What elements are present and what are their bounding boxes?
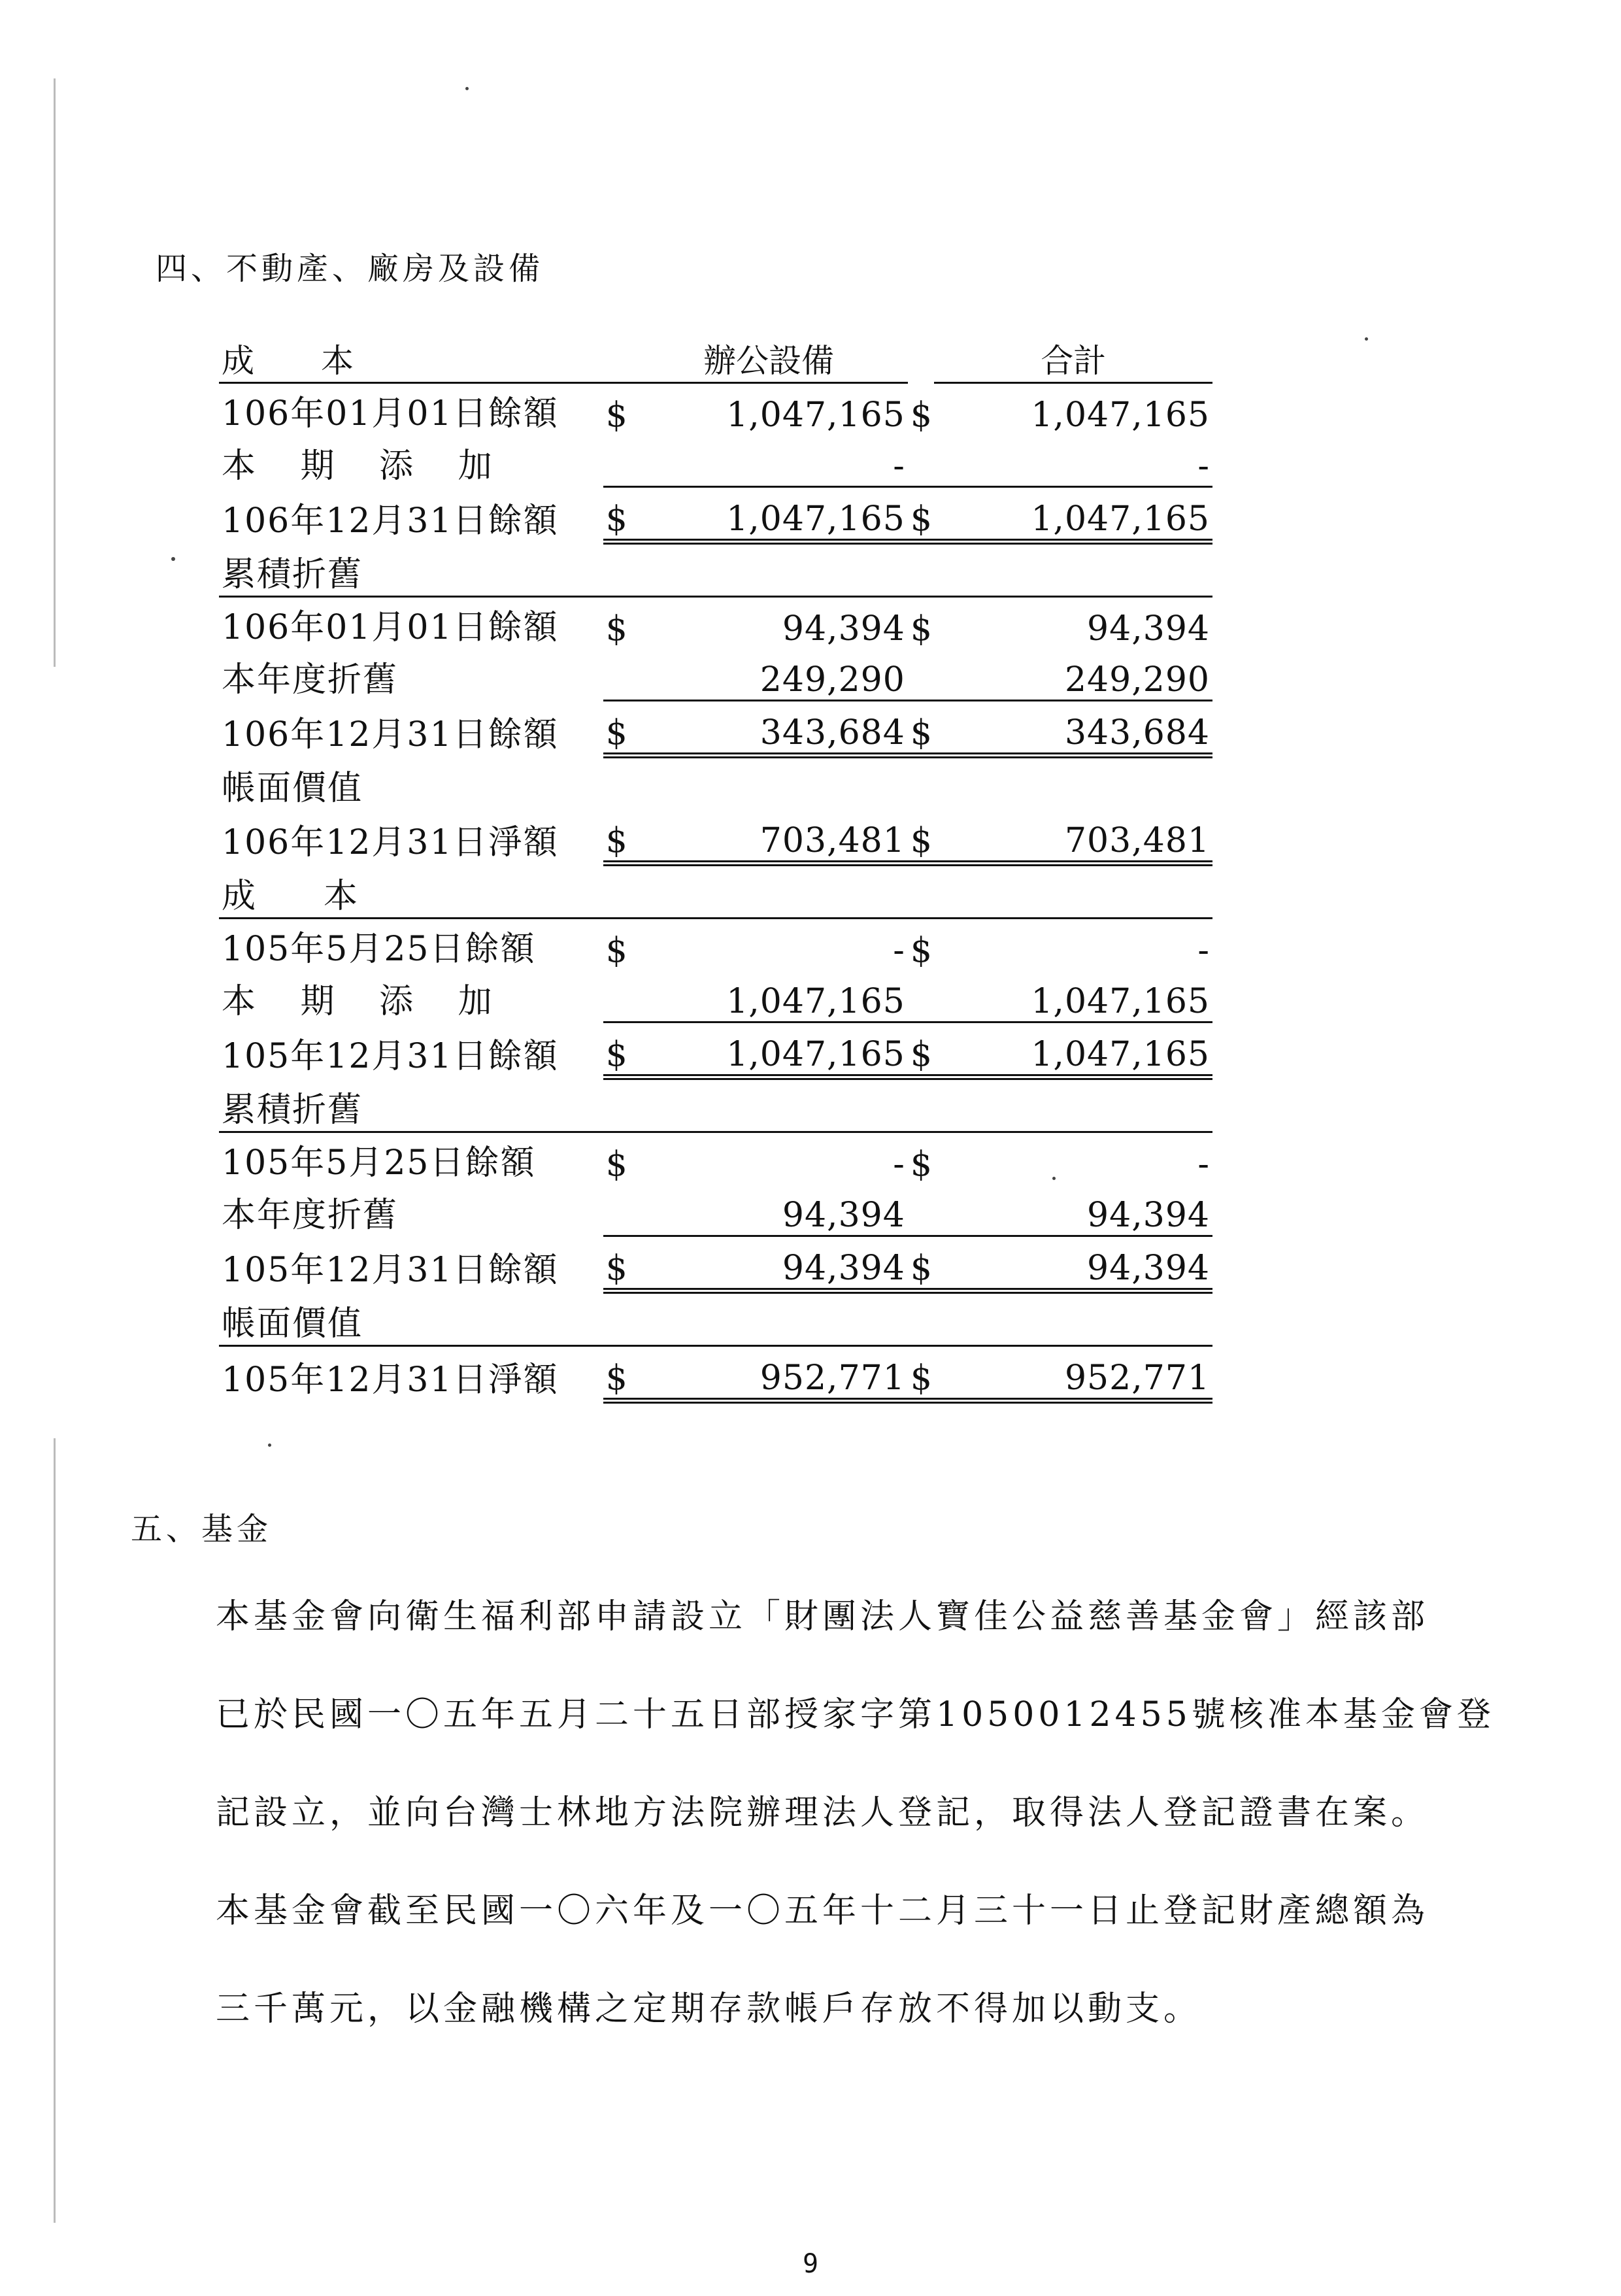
dollar-sign (603, 542, 630, 597)
dollar-sign (603, 1184, 630, 1236)
dollar-sign (908, 1077, 935, 1132)
office-equipment-amount: 703,481 (629, 809, 908, 864)
row-label: 帳面價值 (222, 769, 363, 808)
dollar-sign (603, 649, 630, 701)
dollar-sign (603, 756, 630, 810)
office-equipment-amount (629, 1077, 908, 1132)
dollar-sign (908, 970, 935, 1022)
scan-speck (1052, 1177, 1056, 1180)
dollar-sign (908, 756, 935, 810)
row-label: 本年度折舊 (222, 1195, 399, 1235)
office-equipment-amount: 343,684 (629, 701, 908, 756)
dollar-sign: $ (603, 1022, 630, 1077)
office-equipment-amount: 1,047,165 (629, 487, 908, 542)
dollar-sign: $ (908, 1022, 935, 1077)
row-label: 本 期 添 加 (222, 446, 509, 486)
fund-paragraph (216, 1589, 1495, 2079)
office-equipment-amount (629, 542, 908, 597)
office-equipment-amount: 952,771 (629, 1346, 908, 1401)
dollar-sign: $ (910, 609, 932, 649)
dollar-sign: $ (908, 1236, 935, 1291)
table-row (219, 1291, 1212, 1346)
header-total: 合計 (934, 319, 1212, 383)
paragraph-line: 本基金會向衛生福利部申請設立「財團法人寶佳公益慈善基金會」經該部 (216, 1597, 1429, 1636)
total-amount: - (1197, 1145, 1210, 1184)
scan-speck (465, 87, 469, 90)
total-amount (934, 864, 1212, 919)
row-label: 帳面價值 (219, 1291, 603, 1346)
table-row (219, 597, 1212, 649)
dollar-sign: $ (908, 809, 935, 864)
row-label: 106年12月31日餘額 (222, 501, 559, 541)
total-amount: 94,394 (934, 1184, 1212, 1236)
dollar-sign: $ (908, 1346, 935, 1401)
table-header-row (219, 319, 1212, 383)
row-label: 106年12月31日餘額 (222, 715, 559, 754)
table-row (219, 487, 1212, 542)
dollar-sign: $ (605, 931, 627, 970)
total-amount: 1,047,165 (934, 970, 1212, 1022)
table-row (219, 1132, 1212, 1185)
section-title-ppe: 四、不動產、廠房及設備 (156, 250, 544, 287)
office-equipment-amount: 249,290 (629, 649, 908, 701)
total-amount: 1,047,165 (1031, 396, 1210, 435)
total-amount: 1,047,165 (934, 487, 1212, 542)
dollar-sign: $ (910, 931, 932, 970)
dollar-sign: $ (910, 1145, 932, 1184)
dollar-sign (603, 864, 630, 919)
header-cost-label: 成 本 (219, 319, 603, 383)
row-label: 105年5月25日餘額 (222, 930, 536, 969)
total-amount (934, 1077, 1212, 1132)
office-equipment-amount: - (893, 931, 905, 970)
office-equipment-amount: 1,047,165 (629, 970, 908, 1022)
table-row (219, 435, 1212, 487)
dollar-sign: $ (603, 1236, 630, 1291)
table-row (219, 701, 1212, 756)
table-row (219, 1022, 1212, 1077)
dollar-sign (603, 970, 630, 1022)
office-equipment-amount (629, 1291, 908, 1346)
table-row (219, 756, 1212, 810)
office-equipment-amount: - (629, 435, 908, 487)
table-row (219, 542, 1212, 597)
row-label: 106年12月31日淨額 (222, 822, 559, 862)
table-row (219, 1346, 1212, 1401)
dollar-sign: $ (605, 396, 627, 435)
paragraph-line: 三千萬元，以金融機構之定期存款帳戶存放不得加以動支。 (216, 1989, 1202, 2029)
table-row (219, 649, 1212, 701)
row-label: 105年12月31日餘額 (222, 1036, 559, 1076)
dollar-sign (603, 1077, 630, 1132)
scan-speck (1365, 337, 1368, 341)
office-equipment-amount: 94,394 (629, 1236, 908, 1291)
office-equipment-amount: 1,047,165 (726, 396, 905, 435)
dollar-sign (908, 1291, 935, 1346)
dollar-sign: $ (603, 487, 630, 542)
office-equipment-amount: 94,394 (629, 1184, 908, 1236)
total-amount: 1,047,165 (934, 1022, 1212, 1077)
paragraph-line: 已於民國一〇五年五月二十五日部授家字第1050012455號核准本基金會登 (216, 1695, 1495, 1734)
dollar-sign: $ (603, 809, 630, 864)
scan-speck (171, 557, 175, 561)
row-label: 105年12月31日餘額 (222, 1250, 559, 1290)
total-amount: - (1197, 931, 1210, 970)
dollar-sign (908, 1184, 935, 1236)
header-office-equipment: 辦公設備 (629, 319, 908, 383)
office-equipment-amount: - (893, 1145, 905, 1184)
total-amount: 952,771 (934, 1346, 1212, 1401)
row-label: 105年5月25日餘額 (222, 1143, 536, 1183)
row-label: 累積折舊 (219, 542, 603, 597)
dollar-sign: $ (603, 701, 630, 756)
row-label: 本年度折舊 (222, 660, 399, 700)
total-amount (934, 542, 1212, 597)
scan-edge-line (54, 78, 56, 667)
table-row (219, 864, 1212, 919)
table-row (219, 919, 1212, 971)
row-label: 成 本 (219, 864, 603, 919)
dollar-sign (603, 1291, 630, 1346)
total-amount: - (934, 435, 1212, 487)
dollar-sign: $ (908, 487, 935, 542)
table-row (219, 809, 1212, 864)
office-equipment-amount: 1,047,165 (629, 1022, 908, 1077)
scan-edge-line (54, 1438, 56, 2223)
dollar-sign: $ (603, 1346, 630, 1401)
dollar-sign: $ (908, 701, 935, 756)
section-title-fund: 五、基金 (131, 1511, 273, 1547)
table-row (219, 1077, 1212, 1132)
total-amount: 94,394 (934, 1236, 1212, 1291)
page-number: 9 (802, 2249, 819, 2279)
dollar-sign: $ (910, 396, 932, 435)
total-amount: 343,684 (934, 701, 1212, 756)
table-row (219, 970, 1212, 1022)
dollar-sign (908, 864, 935, 919)
row-label: 105年12月31日淨額 (222, 1360, 559, 1400)
paragraph-line: 本基金會截至民國一〇六年及一〇五年十二月三十一日止登記財產總額為 (216, 1891, 1429, 1931)
dollar-sign: $ (605, 1145, 627, 1184)
row-label: 106年01月01日餘額 (222, 394, 559, 433)
table-row (219, 1184, 1212, 1236)
dollar-sign: $ (605, 609, 627, 649)
table-row (219, 1236, 1212, 1291)
dollar-sign (908, 649, 935, 701)
office-equipment-amount (629, 864, 908, 919)
ppe-table (219, 319, 1212, 1404)
ppe-table-body (219, 383, 1212, 1401)
total-amount: 94,394 (1087, 609, 1210, 649)
row-label: 106年01月01日餘額 (222, 608, 559, 647)
row-label: 本 期 添 加 (222, 981, 509, 1021)
total-amount (934, 1291, 1212, 1346)
total-amount: 249,290 (934, 649, 1212, 701)
total-amount (934, 756, 1212, 810)
row-label: 累積折舊 (219, 1077, 603, 1132)
total-amount: 703,481 (934, 809, 1212, 864)
dollar-sign (908, 542, 935, 597)
table-row (219, 383, 1212, 435)
office-equipment-amount (629, 756, 908, 810)
dollar-sign (908, 435, 935, 487)
paragraph-line: 記設立，並向台灣士林地方法院辦理法人登記，取得法人登記證書在案。 (216, 1793, 1429, 1832)
scan-speck (268, 1443, 271, 1447)
dollar-sign (603, 435, 630, 487)
office-equipment-amount: 94,394 (782, 609, 905, 649)
